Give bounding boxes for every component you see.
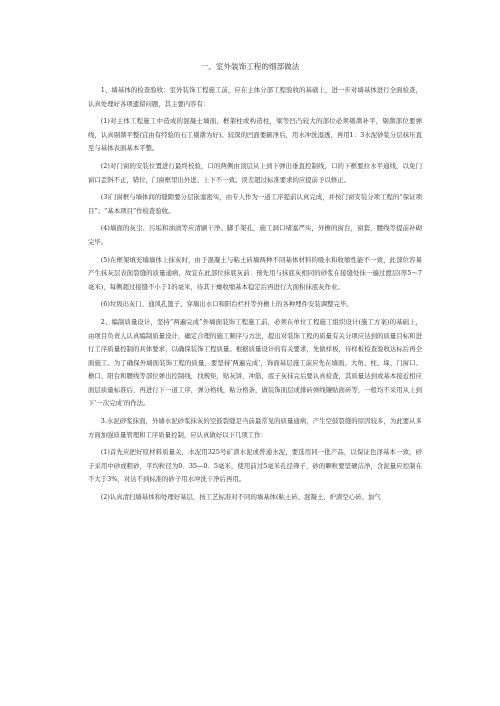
paragraph: (2)认真清扫墙基体和处理好基层，按工艺标准对不同的墙基体(粘土砖、混凝土、炉渣空心砖、加气 (100, 493, 381, 502)
section-title: 一、室外装饰工程的细部做法 (200, 62, 300, 71)
paragraph: (5)在框架填充墙墙体上抹灰时，由于混凝土与粘土砖墙两种不同基体材料的吸水和收缩性能不一致，此部位容易产生抹灰层表面裂缝的质量通病，故宜在此部位抹底灰前：预先用与抹底灰相同的砂浆在接缝处抹一遍过渡层(厚5～7毫米)，每侧超过接缝不小于1的毫米，待其干燥收缩基本稳定后再进行大面积抹底灰作业。 (88, 255, 422, 291)
paragraph: (1)首先应把好原材料质量关，水泥用325号矿渣水泥或普通水泥，要选用同一批产品，以保证色泽基本一致，砂子采用中砂或粗砂，平均粒径为0．35—0．5毫米，使用前过5毫米孔径筛子，砂的颗粒要坚硬洁净，含泥量应控制在不大于3%，对达不到标准的砂子用水冲洗干净后再用。 (88, 448, 422, 484)
paragraph: 2、编制质量设计，坚持“两遍完成”外墙面装饰工程施工前，必须在单位工程施工组织设计(施工方案)的基础上，由项目负责人认真编制质量设计，确定合理的施工顺序与方法，提出对装饰工程的质量有关分项应达到的质量目标和进行工序质量控制的具体要求，以确保装饰工程质量。根据质量设计的有关要求，先做样板，待样板检查验收达标后再全面施工。为了确保外墙面装饰工程的质量，要坚持‘两遍完成’，饰面基层施工前应先在墙面、大角、柱、垛、门窗口、檐口、阳台和腰线等部位弹出控制线，找规矩，贴灰饼，冲筋，底子灰抹完后要认真检查，其质量达到或基本接近相应面层质量标准后，再进行下一道工序，弹分格线，粘分格条，做装饰面层或排砖弹线镶贴面砖等，一般均不采用从上到下‘一次完成’的作法。 (88, 317, 422, 408)
paragraph: (3)门窗框与墙体间的缝隙要分层嵌塞密实，由专人作为一道工序提前认真完成，并按门窗安装分项工程的“保证项目”；“基本项目”作检查验收。 (88, 193, 422, 215)
paragraph: (6)垃圾出灰门、通风孔篦子、穿墙出水口和阳台栏杆等外檐上的各种埋件安装调整完毕。 (100, 300, 353, 309)
paragraph: 1、墙基体的检查验收：室外装饰工程施工前，应在主体分部工程验收的基础上，进一步对墙基体进行全面检查，认真处理好各项遗留问题，其主要内容有： (88, 86, 422, 108)
paragraph: (1)对主体工程施工中造成的混凝土墙面，框架柱或构造柱，梁等凹凸较大的部位必须剔凿补平，剔凿部位要弹线，认真剔凿平整(宜由有经验的石工剔凿为好)。较深的凹面要刷净后，用水冲洗湿透，再用1：3水泥砂浆分层抹压直至与基体表面基本平整。 (88, 117, 422, 153)
paragraph: (4)墙面的灰尘、污垢和油渍等应清刷干净。脚手架孔，施工洞口堵塞严实，外檐的窗台，窗套，腰线等提前补砌完毕。 (88, 224, 422, 246)
paragraph: (2)对门窗的安装位置进行最终校验，口的两侧由顶层从上到下弹出垂直控制线，口的下框要拉水平通线，以免门窗口歪斜不正，错位，门窗框里出外进、上下不一致。误差超过标准要求的应提前予以修正。 (88, 161, 422, 184)
document-body (88, 84, 422, 505)
paragraph: 3.水泥砂浆抹面，外墙水泥砂浆抹灰的空鼓裂缝是当前最常见的质量通病，产生空鼓裂缝的原因较多，为此要从多方面加强质量管理和工序质量控制，应认真做好以下几项工作： (88, 417, 422, 439)
